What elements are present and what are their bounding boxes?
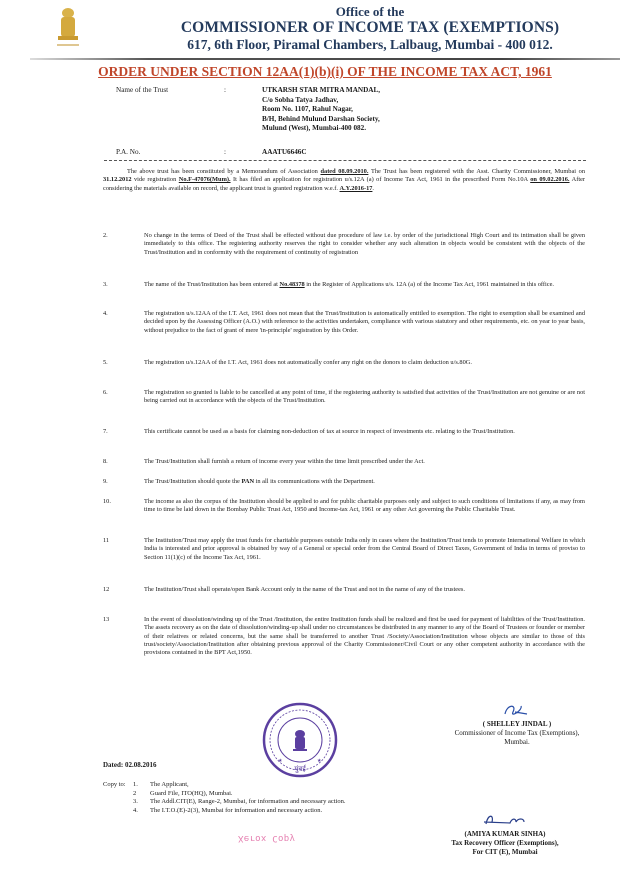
trust-name-label: Name of the Trust [116, 86, 169, 94]
item-number: 13 [103, 616, 110, 623]
commissioner-title: Commissioner of Income Tax (Exemptions), [454, 729, 580, 737]
register-number: No.48378 [279, 281, 305, 288]
condition-item [103, 616, 585, 657]
pan-field [0, 148, 621, 158]
item-text [144, 478, 585, 486]
item-text [144, 281, 585, 289]
item-text: In the event of dissolution/winding up of the Trust /Institution, the entire Institution funds shall be realized and first be used for payment of liabilities of the Trust/Institution. The assets recovery as on the date of dissolution/winding-up shall under no circumstances be distributed in any manner to any of the Board of Trustees or founder or member of their relatives or related concerns, but the same shall be transferred to another Trust /Society/Association/Institution whose objects are similar to those of this trust/society/Association/Institution after obtaining previous approval of the Charity Commissioner/Civil Court or any other competent authority in accordance with the provisions contained in the BPT Act,1950. [144, 616, 585, 657]
tro-title: Tax Recovery Officer (Exemptions), [451, 839, 559, 847]
item-number: 11 [103, 537, 110, 544]
address-line: C/o Sobha Tatya Jadhav, [262, 95, 339, 104]
commissioner-place: Mumbai. [504, 738, 530, 746]
header-address: 617, 6th Floor, Piramal Chambers, Lalbaug, Mumbai - 400 012. [187, 37, 553, 52]
item-number: 12 [103, 586, 110, 593]
address-line: Mulund (West), Mumbai-400 082. [262, 124, 367, 133]
condition-item [103, 478, 585, 486]
item-number: 3. [133, 798, 138, 806]
text: The Trust/Institution should quote the [144, 478, 242, 485]
recipient: The I.T.O.(E)-2(3), Mumbai for information and necessary action. [150, 806, 323, 814]
item-number: 2 [133, 789, 137, 797]
text: The Trust has been registered with the Asst. Charity Commissioner, Mumbai on [368, 168, 585, 175]
text: in all its communications with the Department. [254, 478, 375, 485]
item-text: The Institution/Trust may apply the trust funds for charitable purposes outside India only in cases where the Institution/Trust tends to promote International Welfare in which India is interested and prior approval is obtained by way of a General or special order from the Central Board of Direct Taxes, Government of India in terms of proviso to Section 11(1)(c) of the Income Tax Act, 1961. [144, 537, 585, 561]
condition-item [103, 586, 585, 594]
text: It has filed an application for registration u/s.12A (a) of Income Tax Act, 1961 in the prescribed Form No.10A [230, 176, 531, 184]
dashed-divider [104, 160, 586, 161]
header-line-2: COMMISSIONER OF INCOME TAX (EXEMPTIONS) [180, 19, 560, 36]
header-line-1: Office of the [335, 4, 405, 19]
condition-item [103, 310, 585, 335]
registration-date: 31.12.2012 [103, 176, 132, 184]
item-number: 5. [103, 359, 108, 366]
text: After considering the materials available on record, the applicant trust is granted registration w.e.f. [103, 176, 586, 192]
order-date: Dated: 02.08.2016 [103, 761, 157, 769]
item-number: 3. [103, 281, 108, 288]
address-line: B/H, Behind Mulund Darshan Society, [262, 114, 380, 123]
condition-item [103, 281, 585, 289]
colon: : [224, 86, 226, 94]
text: vide registration [131, 176, 179, 184]
signature-block-commissioner [447, 702, 587, 747]
pan-emphasis: PAN [241, 478, 255, 485]
national-emblem-icon [54, 6, 82, 50]
item-number: 8. [103, 458, 108, 465]
colon: : [224, 148, 226, 156]
registration-number: No.F-47076(Mum). [178, 176, 231, 184]
item-number: 1. [133, 781, 138, 788]
item-number: 6. [103, 389, 108, 396]
item-text: The registration u/s.12AA of the I.T. Act, 1961 does not automatically confer any right on the donors to claim deduction u/s.80G. [144, 359, 472, 366]
condition-item [103, 428, 585, 436]
item-text: The income as also the corpus of the Institution should be applied to and for public charitable purposes only and subject to such conditions of limitations if any, as may from time to time be laid down in the Bombay Public Trust Act, 1950 and Income-tax Act, 1961 or any other Act governing the Public Charitable Trust. [144, 498, 585, 514]
item-number: 9. [103, 478, 108, 485]
signature-block-tro [430, 810, 580, 857]
official-seal-stamp-icon [262, 702, 338, 778]
condition-item [103, 232, 585, 257]
moa-date: dated 08.09.2010. [320, 168, 369, 175]
recipient: The Applicant, [150, 781, 189, 788]
condition-item [103, 458, 585, 466]
text: . [372, 184, 375, 192]
tro-name: (AMIYA KUMAR SINHA) [464, 830, 546, 838]
item-text: This certificate cannot be used as a basis for claiming non-deduction of tax at source in respect of investments etc. relating to the Trust/Institution. [144, 428, 515, 435]
trust-name-field [0, 86, 621, 136]
recipient: The Addl.CIT(E), Range-2, Mumbai, for information and necessary action. [150, 798, 346, 806]
recipient: Guard File, ITO(HQ), Mumbai. [150, 789, 233, 797]
copy-to-label: Copy to: [103, 781, 126, 788]
address-line: Room No. 1107, Rahul Nagar, [262, 105, 353, 114]
item-number: 10. [103, 498, 111, 505]
svg-text:★: ★ [278, 759, 283, 764]
assessment-year: A.Y.2016-17 [339, 184, 373, 192]
commissioner-name: ( SHELLEY JINDAL ) [482, 720, 552, 728]
text: The above trust has been constituted by a Memorandum of Association [127, 168, 321, 175]
condition-item [103, 389, 585, 406]
item-number: 2. [103, 232, 108, 239]
header-divider [30, 58, 620, 60]
trust-address [262, 86, 380, 134]
signature-icon [497, 702, 537, 720]
item-number: 7. [103, 428, 108, 435]
item-text: The Institution/Trust shall operate/open Bank Account only in the name of the Trust and not in the name of any of the trustees. [144, 586, 465, 593]
pan-label: P.A. No. [116, 148, 141, 156]
office-header [120, 4, 620, 53]
tro-for: For CIT (E), Mumbai [472, 848, 538, 856]
item-text: The Trust/Institution shall furnish a return of income every year within the time limit prescribed under the Act. [144, 458, 425, 465]
condition-item [103, 537, 585, 562]
order-title: ORDER UNDER SECTION 12AA(1)(b)(i) OF THE INCOME TAX ACT, 1961 [98, 64, 552, 79]
xerox-copy-stamp: Xerox Copy [238, 833, 296, 843]
condition-item [103, 359, 585, 367]
address-line: UTKARSH STAR MITRA MANDAL, [262, 86, 381, 94]
text: in the Register of Applications u/s. 12A (a) of the Income Tax Act, 1961 maintained in this office. [304, 281, 555, 288]
signature-icon [480, 810, 530, 830]
pan-value: AAATU6646C [262, 148, 307, 156]
svg-text:★: ★ [317, 759, 322, 764]
item-number: 4. [133, 806, 138, 814]
application-date: on 09.02.2016. [530, 176, 570, 184]
item-text: The registration so granted is liable to be cancelled at any point of time, if the registering authority is satisfied that activities of the Trust/Institution are not genuine or are not being carried out in accordance with the objects of the Trust/Institution. [144, 389, 585, 405]
intro-paragraph [103, 168, 585, 193]
item-number: 4. [103, 310, 108, 317]
item-text: The registration u/s.12AA of the I.T. Act, 1961 does not mean that the Trust/Institution is automatically entitled to exemption. The right to exemption shall be examined and decided upon by the Assessing Officer (A.O.) with reference to the activities undertaken, compliance with various statutory and other requirements, etc. on year to year basis, without prejudice to the fact of grant of mere 'in-principle' registration by this Order. [144, 310, 585, 334]
text: The name of the Trust/Institution has been entered at [144, 281, 280, 288]
condition-item [103, 498, 585, 515]
item-text: No change in the terms of Deed of the Trust shall be effected without due procedure of law i.e. by order of the jurisdictional High Court and its intimation shall be given immediately to this office. The registering authority reserves the right to consider whether any such alteration in objects would be consistent with the objects of the Trust/Institution and in conformity with the requirement of continuity of registration [144, 232, 585, 256]
seal-city: मुंबई [294, 765, 306, 773]
